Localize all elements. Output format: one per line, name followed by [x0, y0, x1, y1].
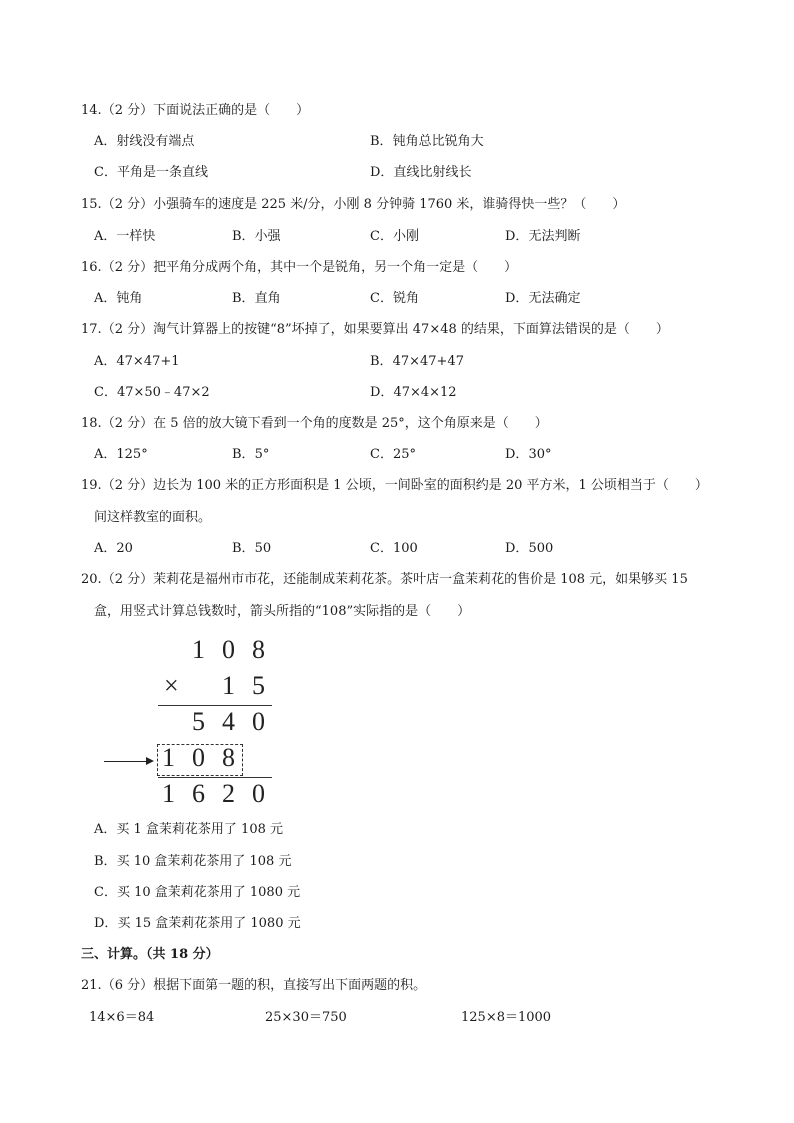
- question-21-text: （6 分）根据下面第一题的积，直接写出下面两题的积。: [101, 978, 427, 993]
- arrow-head-icon: [146, 757, 154, 765]
- question-15: 15.（2 分）小强骑车的速度是 225 米/分，小刚 8 分钟骑 1760 米，谁骑得快一些？（ ）: [81, 197, 626, 212]
- q16-option-c[interactable]: C．锐角: [370, 291, 419, 306]
- q18-option-c[interactable]: C．25°: [370, 447, 416, 462]
- figure-digit: 5: [252, 671, 265, 700]
- q20-option-a[interactable]: A．买 1 盒茉莉花茶用了 108 元: [94, 822, 284, 837]
- q15-option-a[interactable]: A．一样快: [94, 229, 156, 244]
- q19-option-a[interactable]: A．20: [94, 541, 133, 556]
- q14-option-a[interactable]: A．射线没有端点: [94, 134, 195, 149]
- equation-2: 25×30＝750: [265, 1010, 347, 1025]
- equation-3: 125×8＝1000: [461, 1010, 552, 1025]
- question-18: 18.（2 分）在 5 倍的放大镜下看到一个角的度数是 25°，这个角原来是（ ）: [81, 416, 548, 431]
- q18-option-b[interactable]: B．5°: [232, 447, 270, 462]
- question-16-text: （2 分）把平角分成两个角，其中一个是锐角，另一个角一定是（ ）: [101, 260, 518, 275]
- q14-option-b[interactable]: B．钝角总比锐角大: [370, 134, 484, 149]
- q17-option-c[interactable]: C．47×50﹣47×2: [94, 385, 210, 400]
- figure-digit: 5: [192, 707, 205, 736]
- rule-line: [158, 777, 272, 778]
- question-21: 21.（6 分）根据下面第一题的积，直接写出下面两题的积。: [81, 978, 427, 993]
- question-14: 14.（2 分）下面说法正确的是（ ）: [81, 103, 310, 118]
- figure-digit: 1: [222, 671, 235, 700]
- question-17-text: （2 分）淘气计算器上的按键“8”坏掉了，如果要算出 47×48 的结果，下面算法错误的是（ ）: [101, 322, 669, 337]
- q16-option-a[interactable]: A．钝角: [94, 291, 143, 306]
- q18-option-d[interactable]: D．30°: [505, 447, 552, 462]
- figure-digit: 4: [222, 707, 235, 736]
- q14-option-d[interactable]: D．直线比射线长: [370, 165, 472, 180]
- question-18-text: （2 分）在 5 倍的放大镜下看到一个角的度数是 25°，这个角原来是（ ）: [101, 416, 548, 431]
- q20-option-c[interactable]: C．买 10 盒茉莉花茶用了 1080 元: [94, 885, 301, 900]
- q17-option-a[interactable]: A．47×47+1: [94, 354, 180, 369]
- figure-digit: 0: [222, 635, 235, 664]
- q17-option-d[interactable]: D．47×4×12: [370, 385, 457, 400]
- q19-option-b[interactable]: B．50: [232, 541, 272, 556]
- q15-option-c[interactable]: C．小刚: [370, 229, 419, 244]
- figure-digit: 0: [252, 779, 265, 808]
- figure-digit: 0: [252, 707, 265, 736]
- question-14-text: （2 分）下面说法正确的是（ ）: [101, 103, 310, 118]
- q17-option-b[interactable]: B．47×47+47: [370, 354, 464, 369]
- question-15-text: （2 分）小强骑车的速度是 225 米/分，小刚 8 分钟骑 1760 米，谁骑得快一些？（ ）: [101, 197, 626, 212]
- figure-digit: 0: [192, 743, 205, 772]
- section-heading: 三、计算。（共 18 分）: [81, 947, 219, 962]
- arrow-shaft: [104, 761, 148, 762]
- multiply-sign: ×: [164, 671, 179, 700]
- rule-line: [158, 705, 272, 706]
- q20-option-d[interactable]: D．买 15 盒茉莉花茶用了 1080 元: [94, 916, 301, 931]
- question-20: 20.（2 分）茉莉花是福州市市花，还能制成茉莉花茶。茶叶店一盒茉莉花的售价是 108 元，如果够买 15: [81, 572, 688, 587]
- question-16: 16.（2 分）把平角分成两个角，其中一个是锐角，另一个角一定是（ ）: [81, 260, 518, 275]
- question-20-text: （2 分）茉莉花是福州市市花，还能制成茉莉花茶。茶叶店一盒茉莉花的售价是 108 元，如果够买 15: [101, 572, 688, 587]
- figure-digit: 1: [192, 635, 205, 664]
- q19-option-d[interactable]: D．500: [505, 541, 554, 556]
- figure-digit: 8: [252, 635, 265, 664]
- vertical-multiplication-figure: [100, 633, 285, 808]
- figure-digit: 1: [162, 779, 175, 808]
- figure-digit: 6: [192, 779, 205, 808]
- question-19: 19.（2 分）边长为 100 米的正方形面积是 1 公顷，一间卧室的面积约是 20 平方米，1 公顷相当于（ ）: [81, 478, 708, 493]
- question-19-continued: 间这样教室的面积。: [94, 510, 212, 525]
- question-19-text: （2 分）边长为 100 米的正方形面积是 1 公顷，一间卧室的面积约是 20 平方米，1 公顷相当于（ ）: [101, 478, 708, 493]
- q18-option-a[interactable]: A．125°: [94, 447, 148, 462]
- q19-option-c[interactable]: C．100: [370, 541, 418, 556]
- q16-option-d[interactable]: D．无法确定: [505, 291, 581, 306]
- question-20-continued: 盒，用竖式计算总钱数时，箭头所指的“108”实际指的是（ ）: [94, 604, 471, 619]
- q14-option-c[interactable]: C．平角是一条直线: [94, 165, 208, 180]
- q15-option-b[interactable]: B．小强: [232, 229, 281, 244]
- figure-digit: 8: [222, 743, 235, 772]
- q15-option-d[interactable]: D．无法判断: [505, 229, 581, 244]
- question-17: 17.（2 分）淘气计算器上的按键“8”坏掉了，如果要算出 47×48 的结果，下面算法错误的是（ ）: [81, 322, 669, 337]
- figure-digit: 1: [162, 743, 175, 772]
- equation-1: 14×6＝84: [89, 1010, 155, 1025]
- figure-digit: 2: [222, 779, 235, 808]
- q16-option-b[interactable]: B．直角: [232, 291, 281, 306]
- q20-option-b[interactable]: B．买 10 盒茉莉花茶用了 108 元: [94, 854, 292, 869]
